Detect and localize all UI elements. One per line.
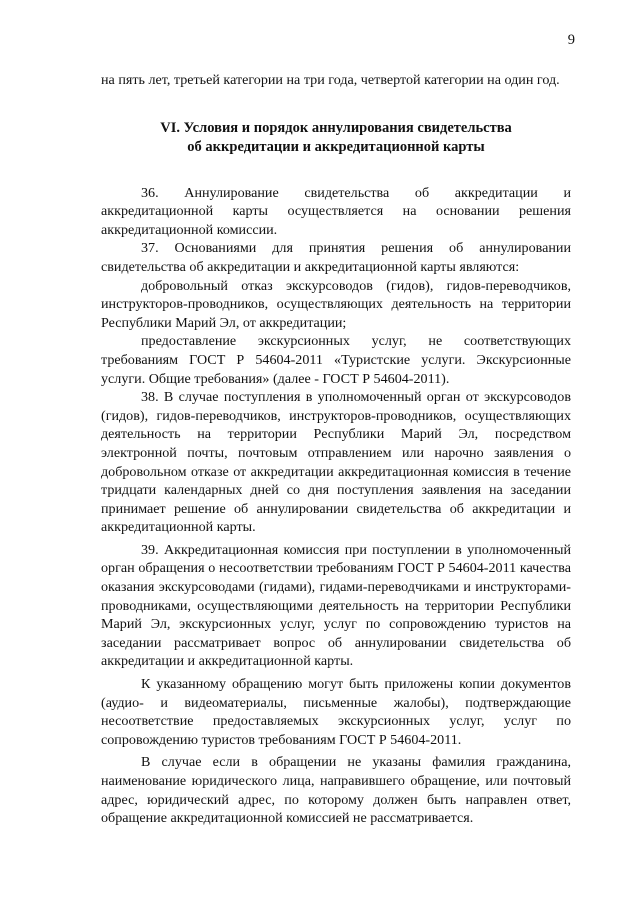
paragraph-37: 37. Основаниями для принятия решения об аннулировании свидетельства об аккредитации и аккредитационной карты являются: xyxy=(101,240,571,275)
paragraph-38: 38. В случае поступления в уполномоченный орган от экскурсоводов (гидов), гидов-переводчиков, инструкторов-проводников, осуществляющих деятельность на территории Республики Марий Эл, посредством электронной почты, почтовым отправлением или нарочно заявления о добровольном отказе от аккредитации аккредитационная комиссия в течение тридцати календарных дней со дня поступления заявления на заседании принимает решение об аннулировании свидетельства об аккредитации и аккредитационной карты. xyxy=(101,389,571,536)
document-body xyxy=(101,71,571,828)
section-title xyxy=(101,119,571,157)
paragraph-37-item-1: добровольный отказ экскурсоводов (гидов), гидов-переводчиков, инструкторов-проводников, осуществляющих деятельность на территории Республики Марий Эл, от аккредитации; xyxy=(101,277,571,331)
paragraph-39-attachments: К указанному обращению могут быть приложены копии документов (аудио- и видеоматериалы, письменные жалобы), подтверждающие несоответствие предоставляемых экскурсионных услуг, услуг по сопровождению туристов требованиям ГОСТ Р 54604-2011. xyxy=(101,676,571,748)
paragraph-36: 36. Аннулирование свидетельства об аккредитации и аккредитационной карты осуществляется на основании решения аккредитационной комиссии. xyxy=(101,184,571,238)
paragraph-39: 39. Аккредитационная комиссия при поступлении в уполномоченный орган обращения о несоответствии требованиям ГОСТ Р 54604-2011 качества оказания экскурсоводами (гидами), гидами-переводчиками и инструкторами-проводниками, осуществляющими деятельность на территории Республики Марий Эл, экскурсионных услуг, услуг по сопровождению туристов на заседании рассматривает вопрос об аннулировании свидетельства об аккредитации и аккредитационной карты. xyxy=(101,541,571,670)
intro-paragraph: на пять лет, третьей категории на три года, четвертой категории на один год. xyxy=(101,72,560,88)
section-title-line-1: VI. Условия и порядок аннулирования свидетельства xyxy=(160,119,512,136)
section-title-line-2: об аккредитации и аккредитационной карты xyxy=(187,138,485,155)
page-number: 9 xyxy=(567,32,575,48)
paragraph-37-item-2: предоставление экскурсионных услуг, не соответствующих требованиям ГОСТ Р 54604-2011 «Туристские услуги. Экскурсионные услуги. Общие требования» (далее - ГОСТ Р 54604-2011). xyxy=(101,333,571,387)
paragraph-39-no-address: В случае если в обращении не указаны фамилия гражданина, наименование юридического лица, направившего обращение, или почтовый адрес, юридический адрес, по которому должен быть направлен ответ, обращение аккредитационной комиссией не рассматривается. xyxy=(101,754,571,827)
